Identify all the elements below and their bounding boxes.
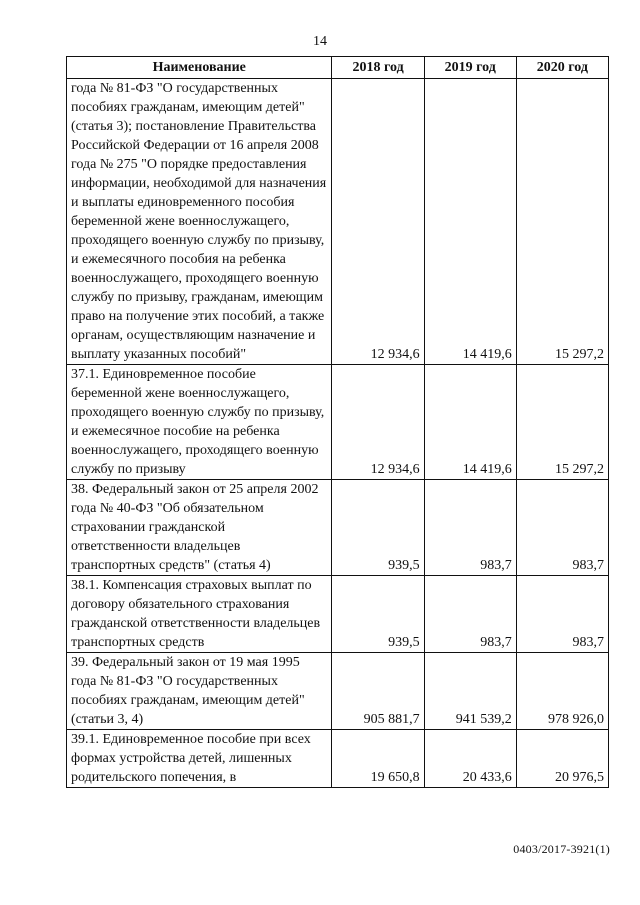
table-row — [67, 365, 609, 480]
table-row — [67, 730, 609, 788]
row-name: 39. Федеральный закон от 19 мая 1995 года № 81-ФЗ "О государственных пособиях гражданам, имеющим детей" (статьи 3, 4) — [67, 653, 332, 730]
value-2020: 20 976,5 — [516, 730, 608, 788]
value-2019: 983,7 — [424, 576, 516, 653]
header-name: Наименование — [67, 57, 332, 79]
page-number: 14 — [313, 34, 327, 49]
value-2020: 983,7 — [516, 576, 608, 653]
header-2018: 2018 год — [332, 57, 424, 79]
table-row — [67, 653, 609, 730]
budget-table — [66, 56, 609, 788]
value-2019: 983,7 — [424, 480, 516, 576]
row-name: 38. Федеральный закон от 25 апреля 2002 года № 40-ФЗ "Об обязательном страховании гражданской ответственности владельцев транспортных средств" (статья 4) — [67, 480, 332, 576]
table-row — [67, 480, 609, 576]
value-2020: 15 297,2 — [516, 79, 608, 365]
header-2020: 2020 год — [516, 57, 608, 79]
value-2019: 20 433,6 — [424, 730, 516, 788]
value-2020: 983,7 — [516, 480, 608, 576]
document-code: 0403/2017-3921(1) — [513, 842, 610, 856]
value-2019: 14 419,6 — [424, 365, 516, 480]
value-2019: 941 539,2 — [424, 653, 516, 730]
value-2018: 19 650,8 — [332, 730, 424, 788]
row-name: 38.1. Компенсация страховых выплат по договору обязательного страхования гражданской ответственности владельцев транспортных средств — [67, 576, 332, 653]
row-name: 37.1. Единовременное пособие беременной жене военнослужащего, проходящего военную службу по призыву, и ежемесячное пособие на ребенка военнослужащего, проходящего военную службу по призыву — [67, 365, 332, 480]
value-2020: 15 297,2 — [516, 365, 608, 480]
table-row — [67, 576, 609, 653]
value-2018: 12 934,6 — [332, 79, 424, 365]
value-2018: 12 934,6 — [332, 365, 424, 480]
value-2018: 905 881,7 — [332, 653, 424, 730]
row-name: года № 81-ФЗ "О государственных пособиях гражданам, имеющим детей" (статья 3); постановление Правительства Российской Федерации от 16 апреля 2008 года № 275 "О порядке предоставления информации, необходимой для назначения и выплаты единовременного пособия беременной жене военнослужащего, проходящего военную службу по призыву, и ежемесячного пособия на ребенка военнослужащего, проходящего военную службу по призыву, гражданам, имеющим право на получение этих пособий, а также органам, осуществляющим назначение и выплату указанных пособий" — [67, 79, 332, 365]
row-name: 39.1. Единовременное пособие при всех формах устройства детей, лишенных родительского попечения, в — [67, 730, 332, 788]
table-header-row — [67, 57, 609, 79]
value-2020: 978 926,0 — [516, 653, 608, 730]
value-2018: 939,5 — [332, 480, 424, 576]
header-2019: 2019 год — [424, 57, 516, 79]
value-2019: 14 419,6 — [424, 79, 516, 365]
table-row — [67, 79, 609, 365]
value-2018: 939,5 — [332, 576, 424, 653]
